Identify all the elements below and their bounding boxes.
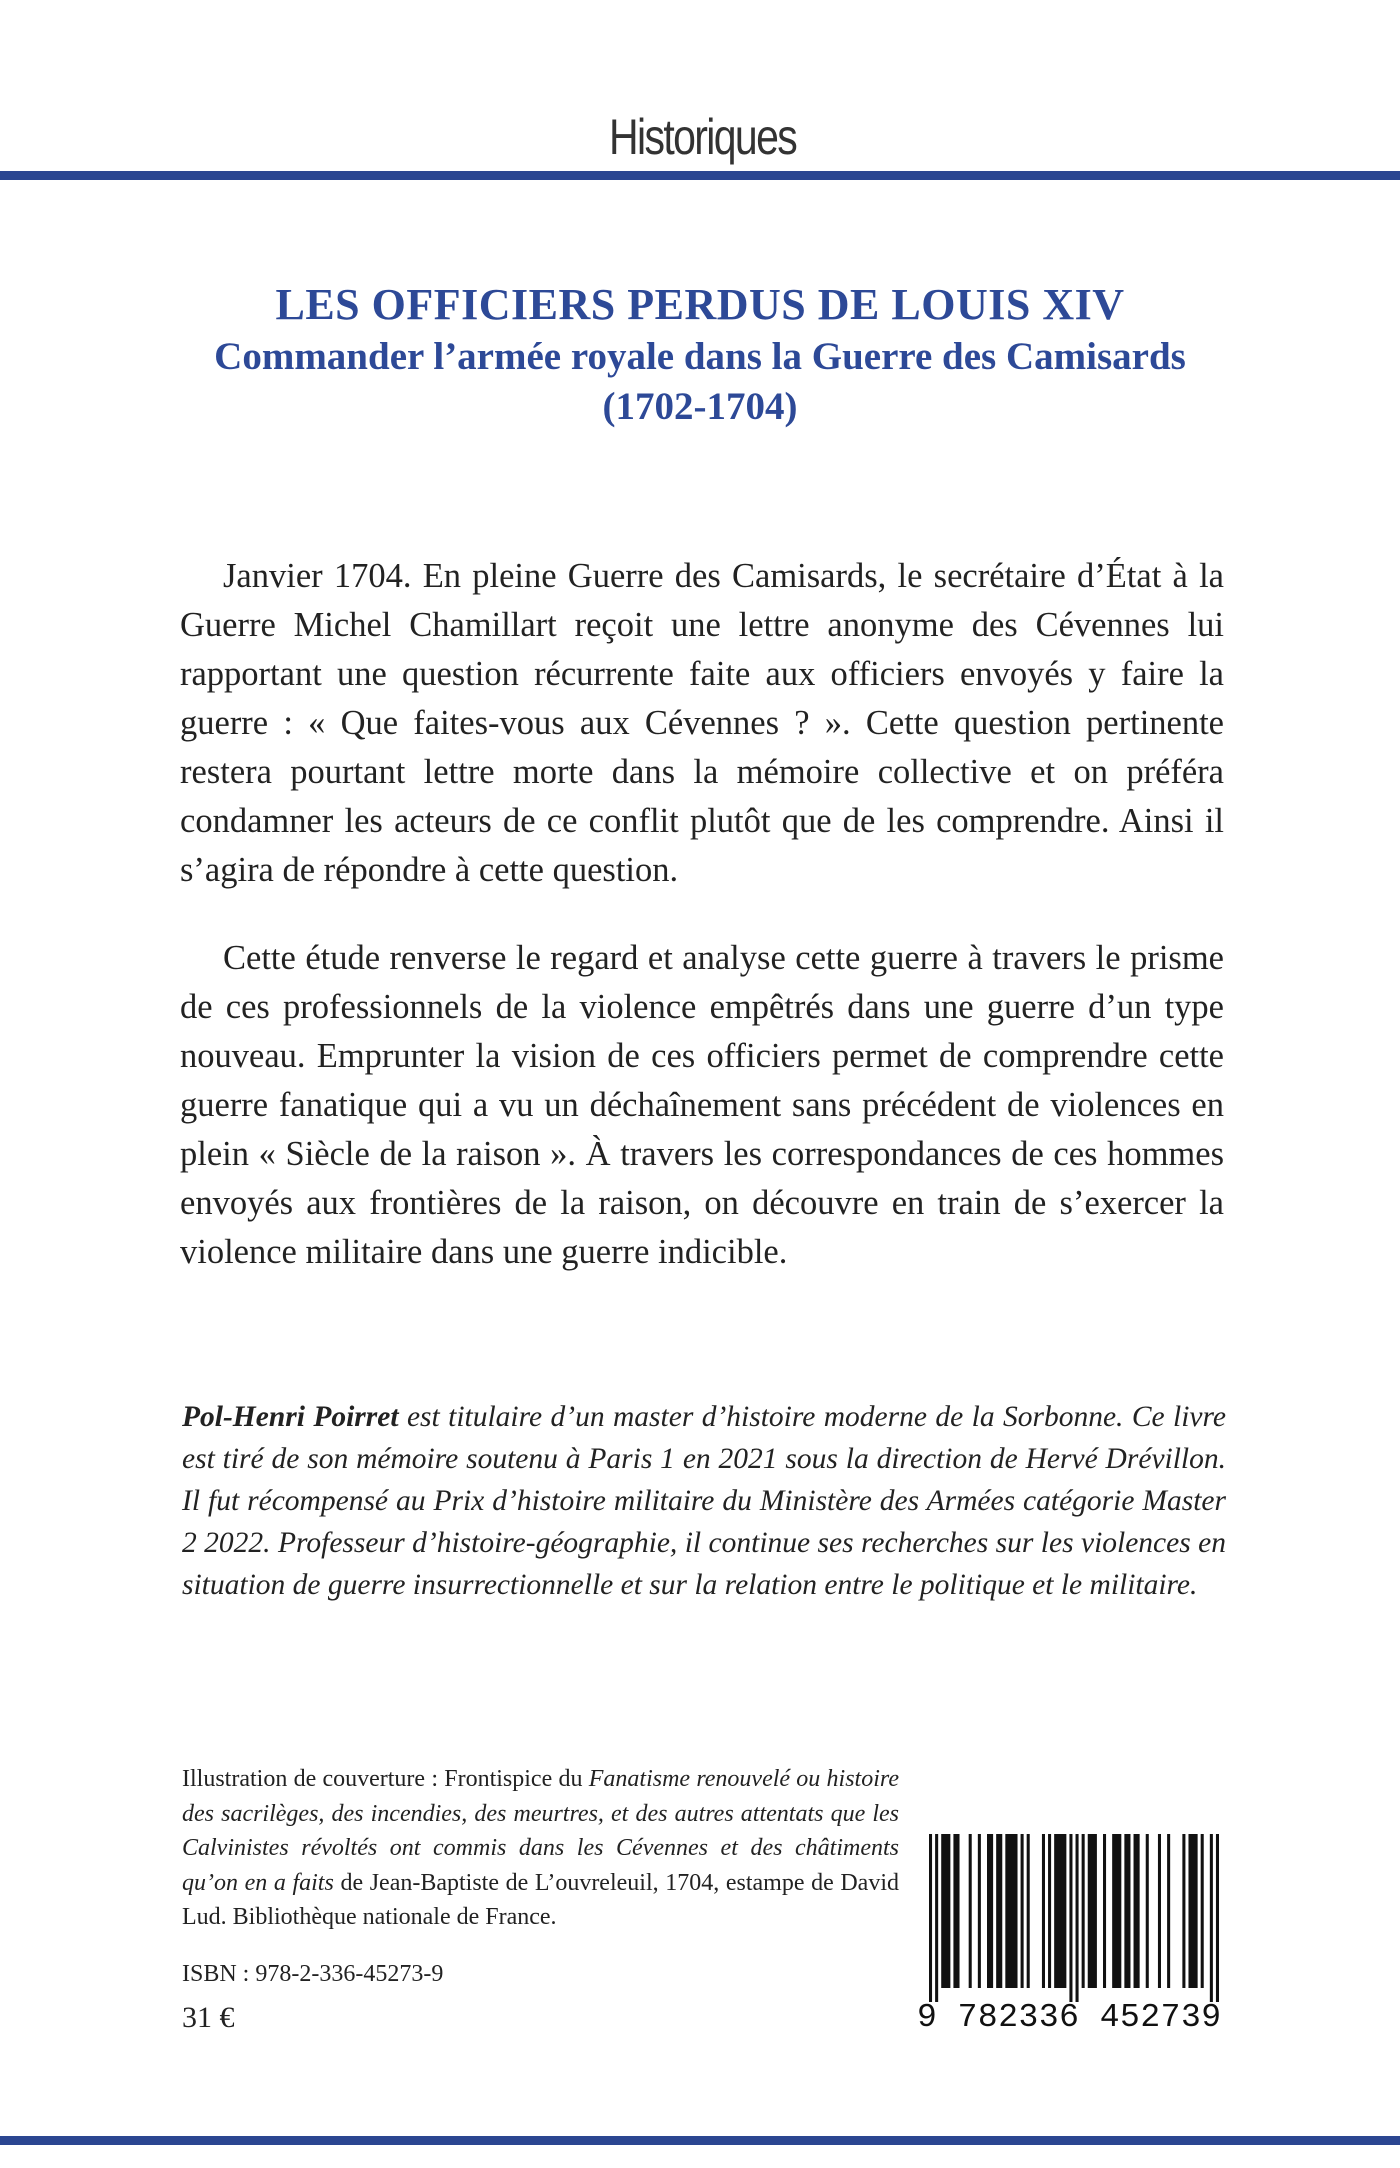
barcode-bar: [1021, 1834, 1024, 1988]
barcode-bar: [987, 1834, 993, 1988]
barcode-bar: [1005, 1834, 1017, 1988]
barcode-bar: [1216, 1834, 1219, 2002]
summary-paragraph-2: Cette étude renverse le regard et analyse cette guerre à travers le prisme de ces professionnels de la violence empêtrés dans une guerre d’un type nouveau. Emprunter la vision de ces officiers permet de comprendre cette guerre fanatique qui a vu un déchaînement sans précédent de violences en plein « Siècle de la raison ». À travers les correspondances de ces hommes envoyés aux frontières de la raison, on découvre en train de s’exercer la violence militaire dans une guerre indicible.: [180, 939, 1224, 1271]
cover-credit-prefix: Illustration de couverture : Frontispice du: [182, 1766, 589, 1792]
barcode-bar: [953, 1834, 959, 1988]
barcode-bar: [1134, 1834, 1140, 1988]
cover-credit: [182, 1762, 899, 1935]
barcode-digits: 9 782336 452739: [917, 1999, 1222, 2036]
barcode-bars-icon: [929, 1834, 1219, 2002]
barcode-bar: [1182, 1834, 1185, 1988]
barcode-bar: [1048, 1834, 1051, 1988]
barcode-bar: [1188, 1834, 1197, 1988]
author-bio-text: est titulaire d’un master d’histoire moderne de la Sorbonne. Ce livre est tiré de son mémoire soutenu à Paris 1 en 2021 sous la direction de Hervé Drévillon. Il fut récompensé au Prix d’histoire militaire du Ministère des Armées catégorie Master 2 2022. Professeur d’histoire-géographie, il continue ses recherches sur les violences en situation de guerre insurrectionnelle et sur la relation entre le politique et le militaire.: [182, 1401, 1226, 1601]
barcode-bar: [1054, 1834, 1066, 1988]
author-bio: [182, 1396, 1226, 1606]
barcode-bar: [1088, 1834, 1097, 1988]
barcode-bar: [969, 1834, 972, 1988]
barcode-bar: [1103, 1834, 1106, 1988]
barcode-bar: [935, 1834, 938, 2002]
summary-paragraph-1: Janvier 1704. En pleine Guerre des Camisards, le secrétaire d’État à la Guerre Michel Chamillart reçoit une lettre anonyme des Cévennes lui rapportant une question récurrente faite aux officiers envoyés y faire la guerre : « Que faites-vous aux Cévennes ? ». Cette question pertinente restera pourtant lettre morte dans la mémoire collective et on préféra condamner les acteurs de ce conflit plutôt que de les comprendre. Ainsi il s’agira de répondre à cette question.: [180, 557, 1224, 889]
cover-credit-suffix: de Jean-Baptiste de L’ouvreleuil, 1704, estampe de David Lud. Bibliothèque nationale de France.: [182, 1869, 899, 1930]
barcode-bar: [1076, 1834, 1079, 2002]
barcode-bar: [1167, 1834, 1170, 1988]
book-dates: (1702-1704): [602, 385, 798, 428]
barcode-bar: [1158, 1834, 1161, 1988]
barcode-bar: [1112, 1834, 1121, 1988]
barcode: [917, 1834, 1222, 2038]
bottom-rule: [0, 2136, 1400, 2145]
barcode-bar: [978, 1834, 981, 1988]
isbn: ISBN : 978-2-336-45273-9: [182, 1961, 444, 1987]
barcode-bar: [1082, 1834, 1085, 1988]
author-name: Pol-Henri Poirret: [182, 1401, 399, 1433]
series-name: Historiques: [608, 109, 796, 165]
barcode-bar: [1027, 1834, 1030, 1988]
barcode-bar: [941, 1834, 950, 1988]
barcode-bar: [996, 1834, 1002, 1988]
barcode-bar: [1210, 1834, 1213, 2002]
barcode-bar: [1069, 1834, 1072, 2002]
title-block: [0, 278, 1400, 432]
barcode-bar: [929, 1834, 932, 2002]
barcode-bar: [1042, 1834, 1045, 1988]
barcode-bar: [1146, 1834, 1149, 1988]
barcode-bar: [1201, 1834, 1204, 1988]
barcode-bar: [1124, 1834, 1130, 1988]
top-rule: [0, 171, 1400, 180]
book-subtitle: Commander l’armée royale dans la Guerre des Camisards: [214, 335, 1186, 378]
cover-credit-work-title: Fanatisme renouvelé ou histoire des sacrilèges, des incendies, des meurtres, et des autres attentats que les Calvinistes révoltés ont commis dans les Cévennes et des châtiments qu’on en a faits: [182, 1766, 899, 1896]
book-title: LES OFFICIERS PERDUS DE LOUIS XIV: [275, 280, 1125, 329]
price: 31 €: [182, 2001, 235, 2034]
